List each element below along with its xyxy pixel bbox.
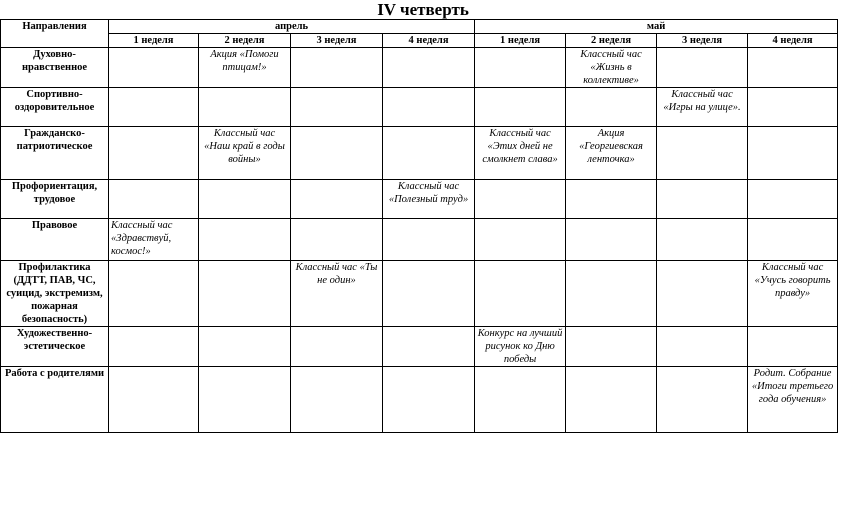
event-cell xyxy=(383,48,475,88)
event-cell xyxy=(291,88,383,127)
event-cell xyxy=(475,367,566,433)
event-cell xyxy=(291,48,383,88)
event-cell xyxy=(383,88,475,127)
table-row xyxy=(1,180,838,219)
header-month-may: май xyxy=(475,20,838,34)
event-cell xyxy=(109,367,199,433)
event-cell xyxy=(748,88,838,127)
event-cell: Классный час «Полезный труд» xyxy=(383,180,475,219)
direction-cell: Работа с родителями xyxy=(1,367,109,433)
event-cell xyxy=(383,261,475,327)
event-cell: Классный час «Наш край в годы войны» xyxy=(199,127,291,180)
event-cell: Родит. Собрание «Итоги третьего года обучения» xyxy=(748,367,838,433)
event-cell xyxy=(566,367,657,433)
event-cell xyxy=(475,88,566,127)
event-cell: Классный час «Этих дней не смолкнет слава» xyxy=(475,127,566,180)
event-cell xyxy=(383,127,475,180)
event-cell xyxy=(657,127,748,180)
event-cell: Акция «Георгиевская ленточка» xyxy=(566,127,657,180)
event-cell xyxy=(291,367,383,433)
event-cell xyxy=(475,48,566,88)
event-cell xyxy=(566,261,657,327)
page-title: IV четверть xyxy=(377,0,469,19)
event-cell xyxy=(566,219,657,261)
table-row xyxy=(1,327,838,367)
event-cell xyxy=(199,327,291,367)
event-cell xyxy=(199,219,291,261)
event-cell: Классный час «Жизнь в коллективе» xyxy=(566,48,657,88)
event-cell xyxy=(748,48,838,88)
header-week: 1 неделя xyxy=(109,34,199,48)
event-cell xyxy=(748,219,838,261)
direction-cell: Гражданско-патриотическое xyxy=(1,127,109,180)
event-cell xyxy=(199,367,291,433)
event-cell xyxy=(657,180,748,219)
event-cell xyxy=(109,48,199,88)
event-cell xyxy=(383,327,475,367)
event-cell xyxy=(748,180,838,219)
event-cell xyxy=(566,88,657,127)
event-cell xyxy=(657,327,748,367)
direction-cell: Спортивно-оздоровительное xyxy=(1,88,109,127)
table-row xyxy=(1,367,838,433)
event-cell: Классный час «Здравствуй, космос!» xyxy=(109,219,199,261)
event-cell xyxy=(383,367,475,433)
event-cell xyxy=(291,327,383,367)
event-cell: Классный час «Игры на улице». xyxy=(657,88,748,127)
event-cell xyxy=(748,127,838,180)
event-cell xyxy=(475,261,566,327)
event-cell xyxy=(657,48,748,88)
direction-cell: Правовое xyxy=(1,219,109,261)
event-cell: Конкурс на лучший рисунок ко Дню победы xyxy=(475,327,566,367)
event-cell xyxy=(291,219,383,261)
direction-cell: Профилактика (ДДТТ, ПАВ, ЧС, суицид, экстремизм, пожарная безопасность) xyxy=(1,261,109,327)
event-cell xyxy=(566,327,657,367)
header-month-april: апрель xyxy=(109,20,475,34)
event-cell xyxy=(748,327,838,367)
event-cell xyxy=(199,88,291,127)
direction-cell: Духовно-нравственное xyxy=(1,48,109,88)
event-cell xyxy=(291,127,383,180)
event-cell xyxy=(109,180,199,219)
table-row xyxy=(1,261,838,327)
schedule-table xyxy=(0,19,838,433)
header-week: 4 неделя xyxy=(748,34,838,48)
event-cell xyxy=(199,261,291,327)
header-week: 4 неделя xyxy=(383,34,475,48)
header-week: 3 неделя xyxy=(657,34,748,48)
table-row xyxy=(1,219,838,261)
header-week: 1 неделя xyxy=(475,34,566,48)
event-cell xyxy=(475,219,566,261)
table-row xyxy=(1,48,838,88)
event-cell: Классный час «Ты не один» xyxy=(291,261,383,327)
event-cell xyxy=(475,180,566,219)
header-week: 3 неделя xyxy=(291,34,383,48)
event-cell xyxy=(109,261,199,327)
event-cell: Классный час «Учусь говорить правду» xyxy=(748,261,838,327)
header-row-weeks xyxy=(1,34,838,48)
event-cell xyxy=(109,88,199,127)
event-cell xyxy=(109,127,199,180)
table-row xyxy=(1,127,838,180)
event-cell xyxy=(566,180,657,219)
event-cell xyxy=(657,219,748,261)
event-cell xyxy=(657,367,748,433)
direction-cell: Профориентация, трудовое xyxy=(1,180,109,219)
header-directions: Направления xyxy=(1,20,109,48)
header-week: 2 неделя xyxy=(566,34,657,48)
header-week: 2 неделя xyxy=(199,34,291,48)
event-cell xyxy=(291,180,383,219)
direction-cell: Художественно-эстетическое xyxy=(1,327,109,367)
event-cell xyxy=(657,261,748,327)
event-cell: Акция «Помоги птицам!» xyxy=(199,48,291,88)
event-cell xyxy=(109,327,199,367)
event-cell xyxy=(199,180,291,219)
table-row xyxy=(1,88,838,127)
header-row-months xyxy=(1,20,838,34)
event-cell xyxy=(383,219,475,261)
